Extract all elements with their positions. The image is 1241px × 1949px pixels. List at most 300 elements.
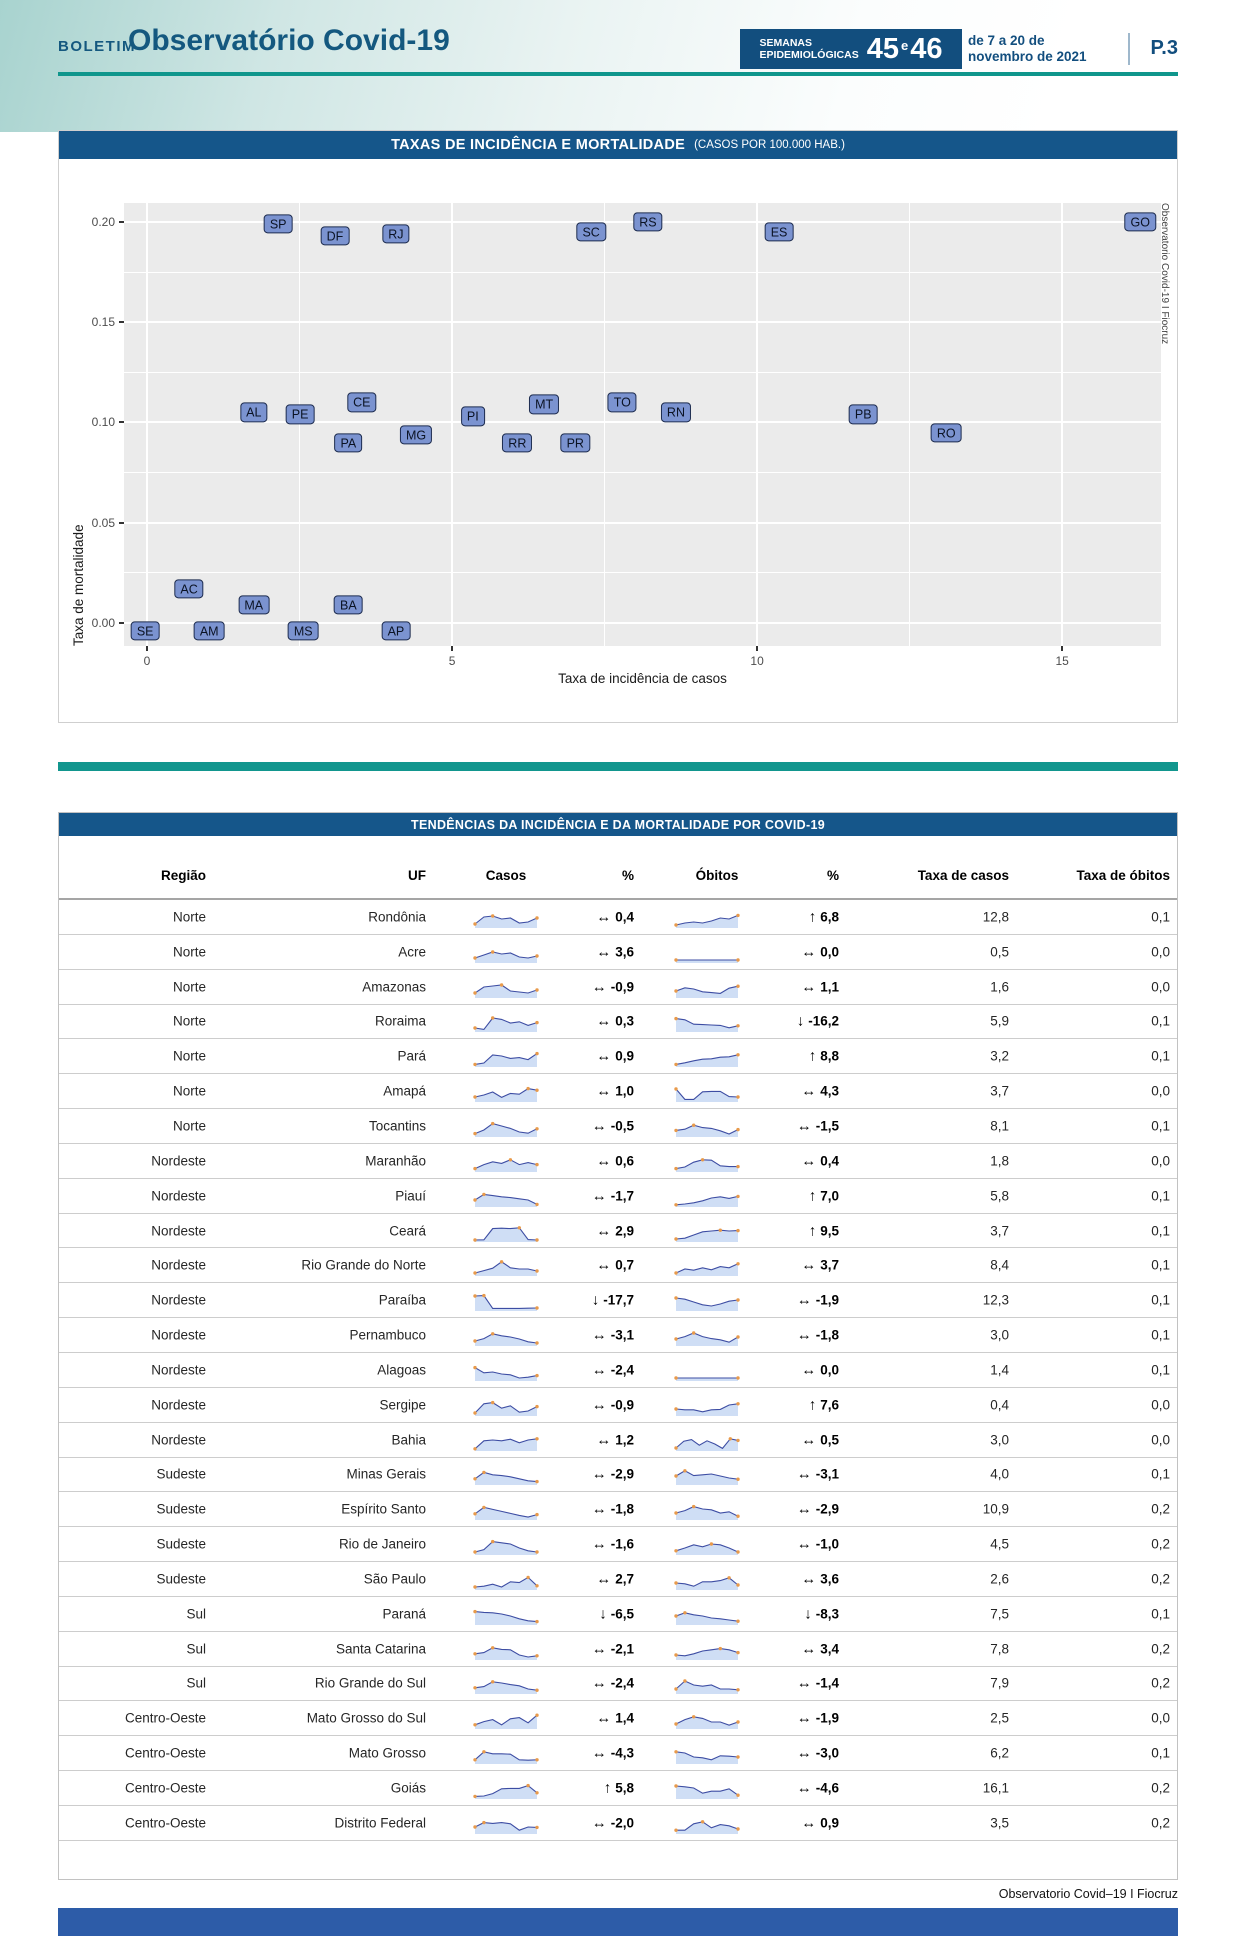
x-tick-label: 0 xyxy=(143,654,151,668)
spark-dot xyxy=(729,1437,732,1440)
spark-dot xyxy=(535,1089,538,1092)
deaths-percent xyxy=(747,1710,839,1727)
sparkline-chart xyxy=(674,1183,740,1209)
trend-down-icon: ↓ xyxy=(804,1605,812,1623)
cases-rate-cell: 1,6 xyxy=(990,979,1009,995)
spark-dot xyxy=(736,1165,739,1168)
cases-percent-value: -2,4 xyxy=(610,1675,634,1691)
deaths-sparkline xyxy=(674,904,740,930)
sparkline-chart xyxy=(473,1775,539,1801)
gridline-major-vertical xyxy=(451,203,453,646)
spark-dot xyxy=(710,1542,713,1545)
gridline-major-horizontal xyxy=(124,421,1161,423)
spark-dot xyxy=(674,1723,677,1726)
spark-dot xyxy=(736,1478,739,1481)
deaths-percent-value: -3,1 xyxy=(815,1466,839,1482)
trend-stable-icon: ↔ xyxy=(596,1082,612,1100)
region-cell: Nordeste xyxy=(151,1397,206,1413)
region-cell: Norte xyxy=(172,1048,206,1064)
sparkline-chart xyxy=(674,1043,740,1069)
uf-cell: Piauí xyxy=(395,1188,426,1204)
spark-dot xyxy=(674,1446,677,1449)
cases-rate-cell: 10,9 xyxy=(982,1501,1009,1517)
spark-dot xyxy=(491,1646,494,1649)
sparkline-chart xyxy=(674,1775,740,1801)
uf-cell: Paraíba xyxy=(378,1292,426,1308)
cases-percent xyxy=(552,1222,634,1239)
sparkline-chart xyxy=(473,1008,539,1034)
deaths-rate-cell: 0,2 xyxy=(1151,1641,1170,1657)
spark-dot xyxy=(674,958,677,961)
deaths-rate-cell: 0,2 xyxy=(1151,1501,1170,1517)
spark-dot xyxy=(674,1376,677,1379)
cases-percent-value: -17,7 xyxy=(603,1292,634,1308)
spark-dot xyxy=(736,1053,739,1056)
sparkline-chart xyxy=(473,1218,539,1244)
column-header-regiao: Região xyxy=(160,868,206,883)
spark-dot xyxy=(674,1337,677,1340)
deaths-sparkline xyxy=(674,1357,740,1383)
cases-rate-cell: 2,5 xyxy=(990,1710,1009,1726)
deaths-sparkline xyxy=(674,1531,740,1557)
spark-dot xyxy=(473,1272,476,1275)
deaths-sparkline xyxy=(674,1113,740,1139)
cases-percent xyxy=(552,1152,634,1169)
cases-sparkline xyxy=(473,904,539,930)
spark-fill xyxy=(676,1507,738,1520)
table-header-row xyxy=(59,836,1177,898)
cases-sparkline xyxy=(473,1287,539,1313)
deaths-percent xyxy=(747,1605,839,1622)
cases-sparkline xyxy=(473,1008,539,1034)
spark-dot xyxy=(535,1513,538,1516)
chart-watermark: Observatorio Covid-19 I Fiocruz xyxy=(1159,203,1170,345)
cases-sparkline xyxy=(473,1636,539,1662)
cases-rate-cell: 7,9 xyxy=(990,1675,1009,1691)
spark-fill xyxy=(475,1402,537,1415)
y-axis-title: Taxa de mortalidade xyxy=(71,524,86,646)
deaths-rate-cell: 0,0 xyxy=(1151,1153,1170,1169)
cases-percent-value: -0,9 xyxy=(610,1397,634,1413)
sparkline-chart xyxy=(674,1670,740,1696)
sparkline-chart xyxy=(674,1566,740,1592)
spark-dot xyxy=(500,983,503,986)
region-cell: Nordeste xyxy=(151,1257,206,1273)
deaths-percent xyxy=(747,978,839,995)
spark-dot xyxy=(701,1158,704,1161)
spark-fill xyxy=(475,1822,537,1833)
cases-percent xyxy=(552,1814,634,1831)
deaths-percent-value: 3,7 xyxy=(820,1257,839,1273)
trend-stable-icon: ↔ xyxy=(801,943,817,961)
trend-up-icon: ↑ xyxy=(808,1396,817,1414)
sparkline-chart xyxy=(473,1357,539,1383)
deaths-sparkline xyxy=(674,1322,740,1348)
spark-dot xyxy=(736,1376,739,1379)
deaths-sparkline xyxy=(674,1218,740,1244)
deaths-sparkline xyxy=(674,1427,740,1453)
uf-cell: Ceará xyxy=(389,1223,426,1239)
spark-dot xyxy=(473,1027,476,1030)
gridline-minor-horizontal xyxy=(124,272,1161,273)
y-tick-label: 0.00 xyxy=(91,615,115,630)
deaths-rate-cell: 0,1 xyxy=(1151,909,1170,925)
trend-stable-icon: ↔ xyxy=(591,1640,607,1658)
trend-stable-icon: ↔ xyxy=(591,1814,607,1832)
state-label-rj: RJ xyxy=(382,224,409,243)
chart-title: TAXAS DE INCIDÊNCIA E MORTALIDADE xyxy=(391,137,686,153)
deaths-rate-cell: 0,1 xyxy=(1151,1013,1170,1029)
footer-credit: Observatorio Covid–19 I Fiocruz xyxy=(998,1887,1178,1901)
deaths-percent xyxy=(747,1501,839,1518)
region-cell: Nordeste xyxy=(151,1188,206,1204)
trend-stable-icon: ↔ xyxy=(596,1012,612,1030)
table-row xyxy=(59,1806,1177,1841)
gridline-minor-horizontal xyxy=(124,572,1161,573)
trend-stable-icon: ↔ xyxy=(596,943,612,961)
state-label-rr: RR xyxy=(502,433,532,452)
sparkline-chart xyxy=(473,1601,539,1627)
uf-cell: Distrito Federal xyxy=(334,1815,426,1831)
state-label-sp: SP xyxy=(264,214,293,233)
deaths-rate-cell: 0,1 xyxy=(1151,1118,1170,1134)
spark-dot xyxy=(535,954,538,957)
cases-rate-cell: 0,5 xyxy=(990,944,1009,960)
page-title: Observatório Covid-19 xyxy=(128,24,450,57)
spark-dot xyxy=(692,1715,695,1718)
date-line2: novembro de 2021 xyxy=(968,49,1087,64)
cases-percent xyxy=(552,1536,634,1553)
trend-stable-icon: ↔ xyxy=(591,1361,607,1379)
gridline-major-horizontal xyxy=(124,622,1161,624)
cases-percent xyxy=(552,1083,634,1100)
region-cell: Centro-Oeste xyxy=(124,1745,206,1761)
deaths-sparkline xyxy=(674,1461,740,1487)
spark-fill xyxy=(475,1577,537,1590)
gridline-minor-vertical xyxy=(604,203,605,646)
cases-percent-value: 1,2 xyxy=(615,1432,634,1448)
spark-fill xyxy=(475,1611,537,1624)
weeks-label-line1: SEMANAS xyxy=(759,37,813,49)
spark-dot xyxy=(736,1515,739,1518)
region-cell: Norte xyxy=(172,1083,206,1099)
spark-dot xyxy=(535,1405,538,1408)
trend-stable-icon: ↔ xyxy=(801,1814,817,1832)
trend-stable-icon: ↔ xyxy=(796,1326,812,1344)
cases-percent-value: -2,4 xyxy=(610,1362,634,1378)
cases-percent xyxy=(552,1745,634,1762)
cases-percent xyxy=(552,1466,634,1483)
chart-subtitle: (CASOS POR 100.000 HAB.) xyxy=(694,139,845,151)
spark-dot xyxy=(736,1262,739,1265)
cases-percent xyxy=(552,1501,634,1518)
gridline-major-horizontal xyxy=(124,522,1161,524)
spark-dot xyxy=(736,1550,739,1553)
deaths-sparkline xyxy=(674,1392,740,1418)
region-cell: Nordeste xyxy=(151,1223,206,1239)
spark-fill xyxy=(475,1473,537,1486)
region-cell: Norte xyxy=(172,1118,206,1134)
trend-down-icon: ↓ xyxy=(796,1012,805,1030)
cases-percent xyxy=(552,1675,634,1692)
cases-sparkline xyxy=(473,1043,539,1069)
uf-cell: Paraná xyxy=(382,1606,426,1622)
table-row xyxy=(59,1074,1177,1109)
deaths-percent xyxy=(747,1292,839,1309)
spark-dot xyxy=(491,1122,494,1125)
state-label-mg: MG xyxy=(400,425,432,444)
uf-cell: Pará xyxy=(397,1048,426,1064)
cases-percent xyxy=(552,1117,634,1134)
deaths-percent-value: -1,4 xyxy=(815,1675,839,1691)
deaths-rate-cell: 0,1 xyxy=(1151,1327,1170,1343)
spark-dot xyxy=(482,1821,485,1824)
sparkline-chart xyxy=(674,1705,740,1731)
trend-stable-icon: ↔ xyxy=(796,1500,812,1518)
table-row xyxy=(59,1458,1177,1493)
uf-cell: Roraima xyxy=(374,1013,426,1029)
spark-dot xyxy=(482,1471,485,1474)
trend-stable-icon: ↔ xyxy=(596,1152,612,1170)
cases-rate-cell: 12,3 xyxy=(982,1292,1009,1308)
spark-dot xyxy=(736,1755,739,1758)
incidence-mortality-chart-panel xyxy=(58,130,1178,723)
deaths-percent xyxy=(747,1745,839,1762)
sparkline-chart xyxy=(674,1810,740,1836)
sparkline-chart xyxy=(473,1287,539,1313)
table-row xyxy=(59,1214,1177,1249)
sparkline-chart xyxy=(473,1252,539,1278)
spark-dot xyxy=(518,1226,521,1229)
cases-rate-cell: 6,2 xyxy=(990,1745,1009,1761)
sparkline-chart xyxy=(674,1461,740,1487)
region-cell: Norte xyxy=(172,979,206,995)
state-label-sc: SC xyxy=(576,222,605,241)
chart-title-bar xyxy=(59,131,1177,159)
column-header-taxa_obitos: Taxa de óbitos xyxy=(1076,868,1170,883)
uf-cell: Bahia xyxy=(391,1432,426,1448)
deaths-sparkline xyxy=(674,1496,740,1522)
sparkline-chart xyxy=(674,974,740,1000)
spark-dot xyxy=(535,1714,538,1717)
table-row xyxy=(59,1353,1177,1388)
trend-down-icon: ↓ xyxy=(591,1291,600,1309)
header-rule xyxy=(58,72,1178,76)
sparkline-chart xyxy=(473,1043,539,1069)
cases-percent-value: -2,0 xyxy=(610,1815,634,1831)
cases-rate-cell: 16,1 xyxy=(982,1780,1009,1796)
spark-dot xyxy=(719,1228,722,1231)
spark-dot xyxy=(727,1576,730,1579)
uf-cell: Amapá xyxy=(383,1083,426,1099)
deaths-sparkline xyxy=(674,1636,740,1662)
cases-rate-cell: 5,9 xyxy=(990,1013,1009,1029)
spark-dot xyxy=(674,1063,677,1066)
spark-dot xyxy=(535,1689,538,1692)
deaths-percent-value: 8,8 xyxy=(820,1048,839,1064)
deaths-rate-cell: 0,2 xyxy=(1151,1536,1170,1552)
uf-cell: Espírito Santo xyxy=(341,1501,426,1517)
region-cell: Sul xyxy=(186,1606,206,1622)
cases-sparkline xyxy=(473,1218,539,1244)
spark-fill xyxy=(676,1160,738,1172)
deaths-rate-cell: 0,2 xyxy=(1151,1571,1170,1587)
trend-stable-icon: ↔ xyxy=(801,1082,817,1100)
spark-dot xyxy=(674,1272,677,1275)
table-row xyxy=(59,1144,1177,1179)
trend-stable-icon: ↔ xyxy=(801,1361,817,1379)
spark-dot xyxy=(473,1512,476,1515)
x-axis-title: Taxa de incidência de casos xyxy=(558,671,727,686)
deaths-rate-cell: 0,1 xyxy=(1151,1745,1170,1761)
spark-dot xyxy=(674,1549,677,1552)
deaths-percent-value: -4,6 xyxy=(815,1780,839,1796)
trend-stable-icon: ↔ xyxy=(591,978,607,996)
cases-sparkline xyxy=(473,1566,539,1592)
sparkline-chart xyxy=(674,1322,740,1348)
footer-bar xyxy=(58,1908,1178,1936)
deaths-sparkline xyxy=(674,1775,740,1801)
uf-cell: Rio Grande do Norte xyxy=(301,1257,426,1273)
sparkline-chart xyxy=(674,1148,740,1174)
table-row xyxy=(59,970,1177,1005)
trend-stable-icon: ↔ xyxy=(801,1431,817,1449)
uf-cell: Acre xyxy=(398,944,426,960)
deaths-percent xyxy=(747,1327,839,1344)
trend-up-icon: ↑ xyxy=(808,1047,817,1065)
trend-stable-icon: ↔ xyxy=(801,1570,817,1588)
week-from: 45 xyxy=(866,32,899,65)
state-label-df: DF xyxy=(321,226,350,245)
cases-percent-value: -1,6 xyxy=(610,1536,634,1552)
spark-dot xyxy=(535,1341,538,1344)
cases-sparkline xyxy=(473,1775,539,1801)
sparkline-chart xyxy=(674,1078,740,1104)
cases-percent xyxy=(552,1292,634,1309)
sparkline-chart xyxy=(674,1218,740,1244)
deaths-percent xyxy=(747,1640,839,1657)
deaths-percent-value: -1,8 xyxy=(815,1327,839,1343)
cases-percent xyxy=(552,1327,634,1344)
deaths-sparkline xyxy=(674,1008,740,1034)
deaths-rate-cell: 0,1 xyxy=(1151,1223,1170,1239)
spark-dot xyxy=(736,1095,739,1098)
deaths-percent-value: 0,9 xyxy=(820,1815,839,1831)
trend-stable-icon: ↔ xyxy=(596,1570,612,1588)
spark-dot xyxy=(674,923,677,926)
spark-dot xyxy=(736,1194,739,1197)
deaths-percent xyxy=(747,1083,839,1100)
spark-dot xyxy=(473,1198,476,1201)
uf-cell: Mato Grosso xyxy=(348,1745,426,1761)
spark-dot xyxy=(473,1550,476,1553)
cases-rate-cell: 5,8 xyxy=(990,1188,1009,1204)
spark-dot xyxy=(473,1585,476,1588)
cases-percent xyxy=(552,1048,634,1065)
state-label-ba: BA xyxy=(334,595,363,614)
cases-percent-value: 2,9 xyxy=(615,1223,634,1239)
x-tick-mark xyxy=(756,646,758,651)
uf-cell: Mato Grosso do Sul xyxy=(306,1710,426,1726)
cases-percent-value: 5,8 xyxy=(615,1780,634,1796)
trend-stable-icon: ↔ xyxy=(591,1396,607,1414)
deaths-sparkline xyxy=(674,974,740,1000)
cases-percent xyxy=(552,1710,634,1727)
y-tick-mark xyxy=(119,522,124,524)
spark-dot xyxy=(491,950,494,953)
uf-cell: Sergipe xyxy=(379,1397,426,1413)
spark-dot xyxy=(535,1163,538,1166)
spark-dot xyxy=(674,1203,677,1206)
trend-stable-icon: ↔ xyxy=(591,1465,607,1483)
sparkline-chart xyxy=(674,1252,740,1278)
spark-dot xyxy=(535,1202,538,1205)
deaths-rate-cell: 0,0 xyxy=(1151,944,1170,960)
state-label-pe: PE xyxy=(286,405,315,424)
sparkline-chart xyxy=(473,1183,539,1209)
table-row xyxy=(59,1736,1177,1771)
deaths-sparkline xyxy=(674,939,740,965)
deaths-percent-value: 6,8 xyxy=(820,909,839,925)
cases-percent-value: -4,3 xyxy=(610,1745,634,1761)
sparkline-chart xyxy=(473,974,539,1000)
deaths-rate-cell: 0,0 xyxy=(1151,1397,1170,1413)
table-row xyxy=(59,1005,1177,1040)
cases-rate-cell: 7,8 xyxy=(990,1641,1009,1657)
trend-stable-icon: ↔ xyxy=(796,1535,812,1553)
deaths-percent-value: 7,6 xyxy=(820,1397,839,1413)
boletim-label: BOLETIM xyxy=(58,38,136,55)
uf-cell: Maranhão xyxy=(365,1153,426,1169)
deaths-percent xyxy=(747,1780,839,1797)
cases-rate-cell: 1,8 xyxy=(990,1153,1009,1169)
uf-cell: Pernambuco xyxy=(349,1327,426,1343)
cases-rate-cell: 1,4 xyxy=(990,1362,1009,1378)
cases-sparkline xyxy=(473,1148,539,1174)
spark-dot xyxy=(736,984,739,987)
table-row xyxy=(59,1388,1177,1423)
spark-dot xyxy=(473,1063,476,1066)
spark-fill xyxy=(475,1786,537,1799)
deaths-sparkline xyxy=(674,1183,740,1209)
table-row xyxy=(59,935,1177,970)
cases-percent-value: -2,9 xyxy=(610,1466,634,1482)
spark-dot xyxy=(482,1192,485,1195)
deaths-sparkline xyxy=(674,1078,740,1104)
y-tick-mark xyxy=(119,421,124,423)
spark-fill xyxy=(676,1089,738,1102)
header-divider xyxy=(1128,33,1130,65)
spark-dot xyxy=(701,1820,704,1823)
deaths-percent-value: 3,4 xyxy=(820,1641,839,1657)
spark-dot xyxy=(535,988,538,991)
cases-percent xyxy=(552,1640,634,1657)
cases-sparkline xyxy=(473,1392,539,1418)
y-tick-label: 0.10 xyxy=(91,415,115,430)
deaths-percent xyxy=(747,943,839,960)
region-cell: Nordeste xyxy=(151,1432,206,1448)
cases-rate-cell: 12,8 xyxy=(982,909,1009,925)
cases-percent-value: -0,5 xyxy=(610,1118,634,1134)
cases-sparkline xyxy=(473,974,539,1000)
cases-rate-cell: 3,0 xyxy=(990,1327,1009,1343)
sparkline-chart xyxy=(473,939,539,965)
deaths-sparkline xyxy=(674,1601,740,1627)
sparkline-chart xyxy=(473,1496,539,1522)
deaths-sparkline xyxy=(674,1287,740,1313)
spark-fill xyxy=(676,1717,738,1729)
cases-rate-cell: 3,7 xyxy=(990,1083,1009,1099)
